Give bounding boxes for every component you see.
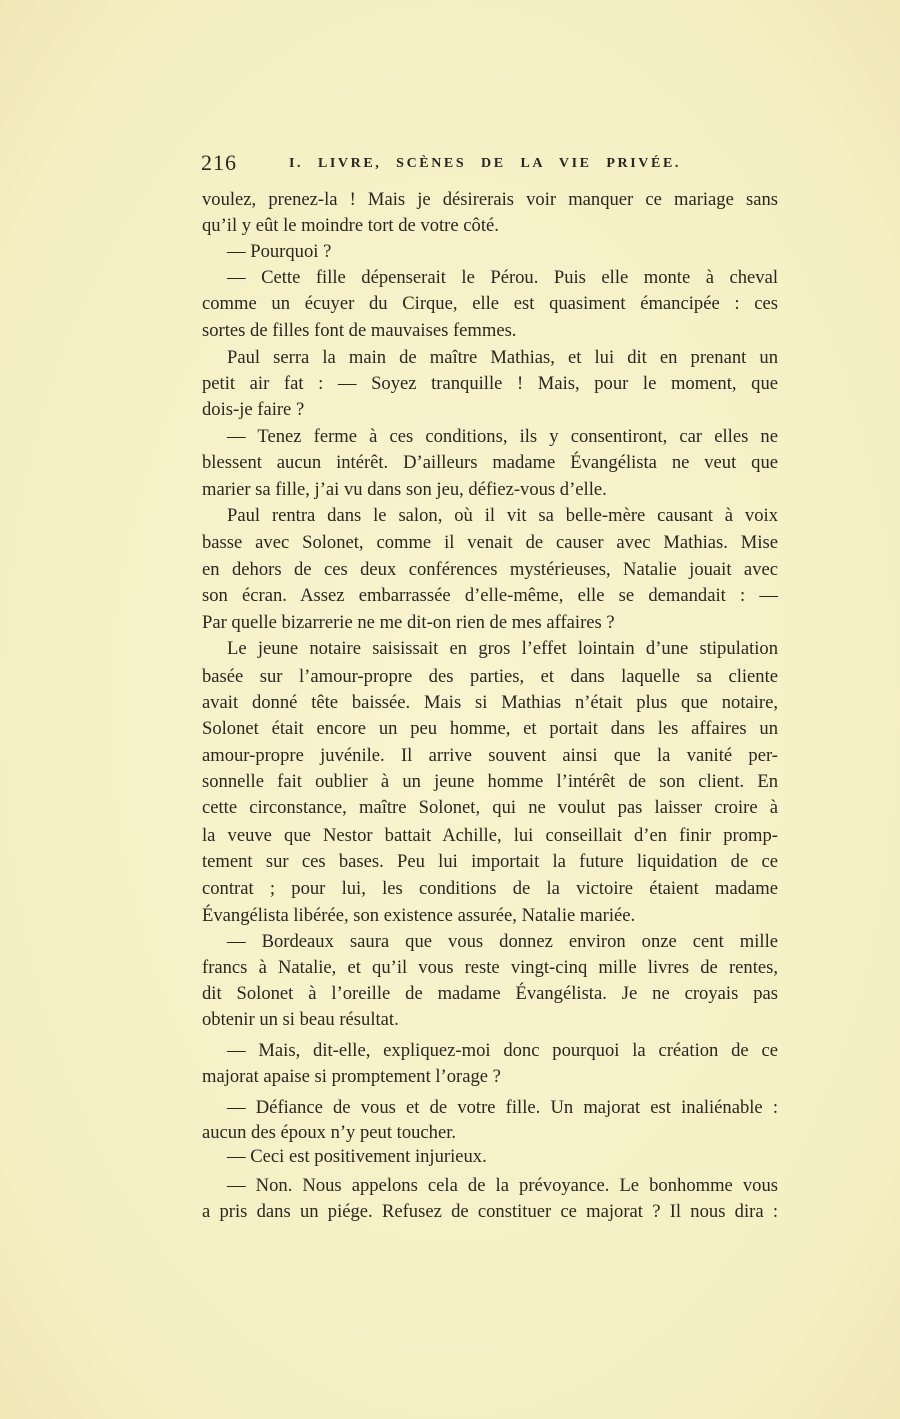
text-line: francs à Natalie, et qu’il vous reste vingt-cinq mille livres de rentes, bbox=[202, 957, 778, 978]
text-line: tement sur ces bases. Peu lui importait la future liquidation de ce bbox=[202, 851, 778, 872]
text-line: blessent aucun intérêt. D’ailleurs madame Évangélista ne veut que bbox=[202, 452, 778, 473]
text-line: basse avec Solonet, comme il venait de causer avec Mathias. Mise bbox=[202, 532, 778, 553]
text-line: basée sur l’amour-propre des parties, et dans laquelle sa cliente bbox=[202, 666, 778, 687]
text-line: comme un écuyer du Cirque, elle est quasiment émancipée : ces bbox=[202, 293, 778, 314]
text-line: qu’il y eût le moindre tort de votre côté. bbox=[202, 215, 499, 236]
text-line: son écran. Assez embarrassée d’elle-même, elle se demandait : — bbox=[202, 585, 778, 606]
text-line: — Tenez ferme à ces conditions, ils y consentiront, car elles ne bbox=[227, 426, 778, 447]
text-line: majorat apaise si promptement l’orage ? bbox=[202, 1066, 501, 1087]
text-line: marier sa fille, j’ai vu dans son jeu, défiez-vous d’elle. bbox=[202, 479, 607, 500]
text-line: sortes de filles font de mauvaises femmes. bbox=[202, 320, 517, 341]
text-line: a pris dans un piége. Refusez de constituer ce majorat ? Il nous dira : bbox=[202, 1201, 778, 1222]
text-line: Solonet était encore un peu homme, et portait dans les affaires un bbox=[202, 718, 778, 739]
text-line: — Pourquoi ? bbox=[227, 241, 332, 262]
text-line: en dehors de ces deux conférences mystérieuses, Natalie jouait avec bbox=[202, 559, 778, 580]
text-line: — Défiance de vous et de votre fille. Un majorat est inaliénable : bbox=[227, 1097, 778, 1118]
text-line: sonnelle fait oublier à un jeune homme l’intérêt de son client. En bbox=[202, 771, 778, 792]
text-line: avait donné tête baissée. Mais si Mathias n’était plus que notaire, bbox=[202, 692, 778, 713]
text-line: amour-propre juvénile. Il arrive souvent ainsi que la vanité per- bbox=[202, 745, 778, 766]
running-title: I. LIVRE, SCÈNES DE LA VIE PRIVÉE. bbox=[289, 156, 681, 171]
text-line: — Non. Nous appelons cela de la prévoyance. Le bonhomme vous bbox=[227, 1175, 778, 1196]
text-line: voulez, prenez-la ! Mais je désirerais voir manquer ce mariage sans bbox=[202, 189, 778, 210]
page-number: 216 bbox=[201, 150, 237, 175]
text-line: Évangélista libérée, son existence assurée, Natalie mariée. bbox=[202, 905, 636, 926]
text-line: dois-je faire ? bbox=[202, 399, 305, 420]
text-line: obtenir un si beau résultat. bbox=[202, 1009, 399, 1030]
text-line: Paul rentra dans le salon, où il vit sa belle-mère causant à voix bbox=[227, 505, 778, 526]
text-line: petit air fat : — Soyez tranquille ! Mais, pour le moment, que bbox=[202, 373, 778, 394]
text-line: la veuve que Nestor battait Achille, lui conseillait d’en finir promp- bbox=[202, 825, 778, 846]
text-line: Paul serra la main de maître Mathias, et lui dit en prenant un bbox=[227, 347, 778, 368]
text-line: — Cette fille dépenserait le Pérou. Puis elle monte à cheval bbox=[227, 267, 778, 288]
text-line: — Mais, dit-elle, expliquez-moi donc pourquoi la création de ce bbox=[227, 1040, 778, 1061]
text-line: — Bordeaux saura que vous donnez environ onze cent mille bbox=[227, 931, 778, 952]
text-line: — Ceci est positivement injurieux. bbox=[227, 1146, 487, 1167]
text-line: contrat ; pour lui, les conditions de la victoire étaient madame bbox=[202, 878, 778, 899]
text-line: Par quelle bizarrerie ne me dit-on rien de mes affaires ? bbox=[202, 612, 615, 633]
text-line: cette circonstance, maître Solonet, qui ne voulut pas laisser croire à bbox=[202, 797, 778, 818]
text-line: dit Solonet à l’oreille de madame Évangélista. Je ne croyais pas bbox=[202, 983, 778, 1004]
text-line: Le jeune notaire saisissait en gros l’effet lointain d’une stipulation bbox=[227, 638, 778, 659]
text-line: aucun des époux n’y peut toucher. bbox=[202, 1122, 457, 1143]
